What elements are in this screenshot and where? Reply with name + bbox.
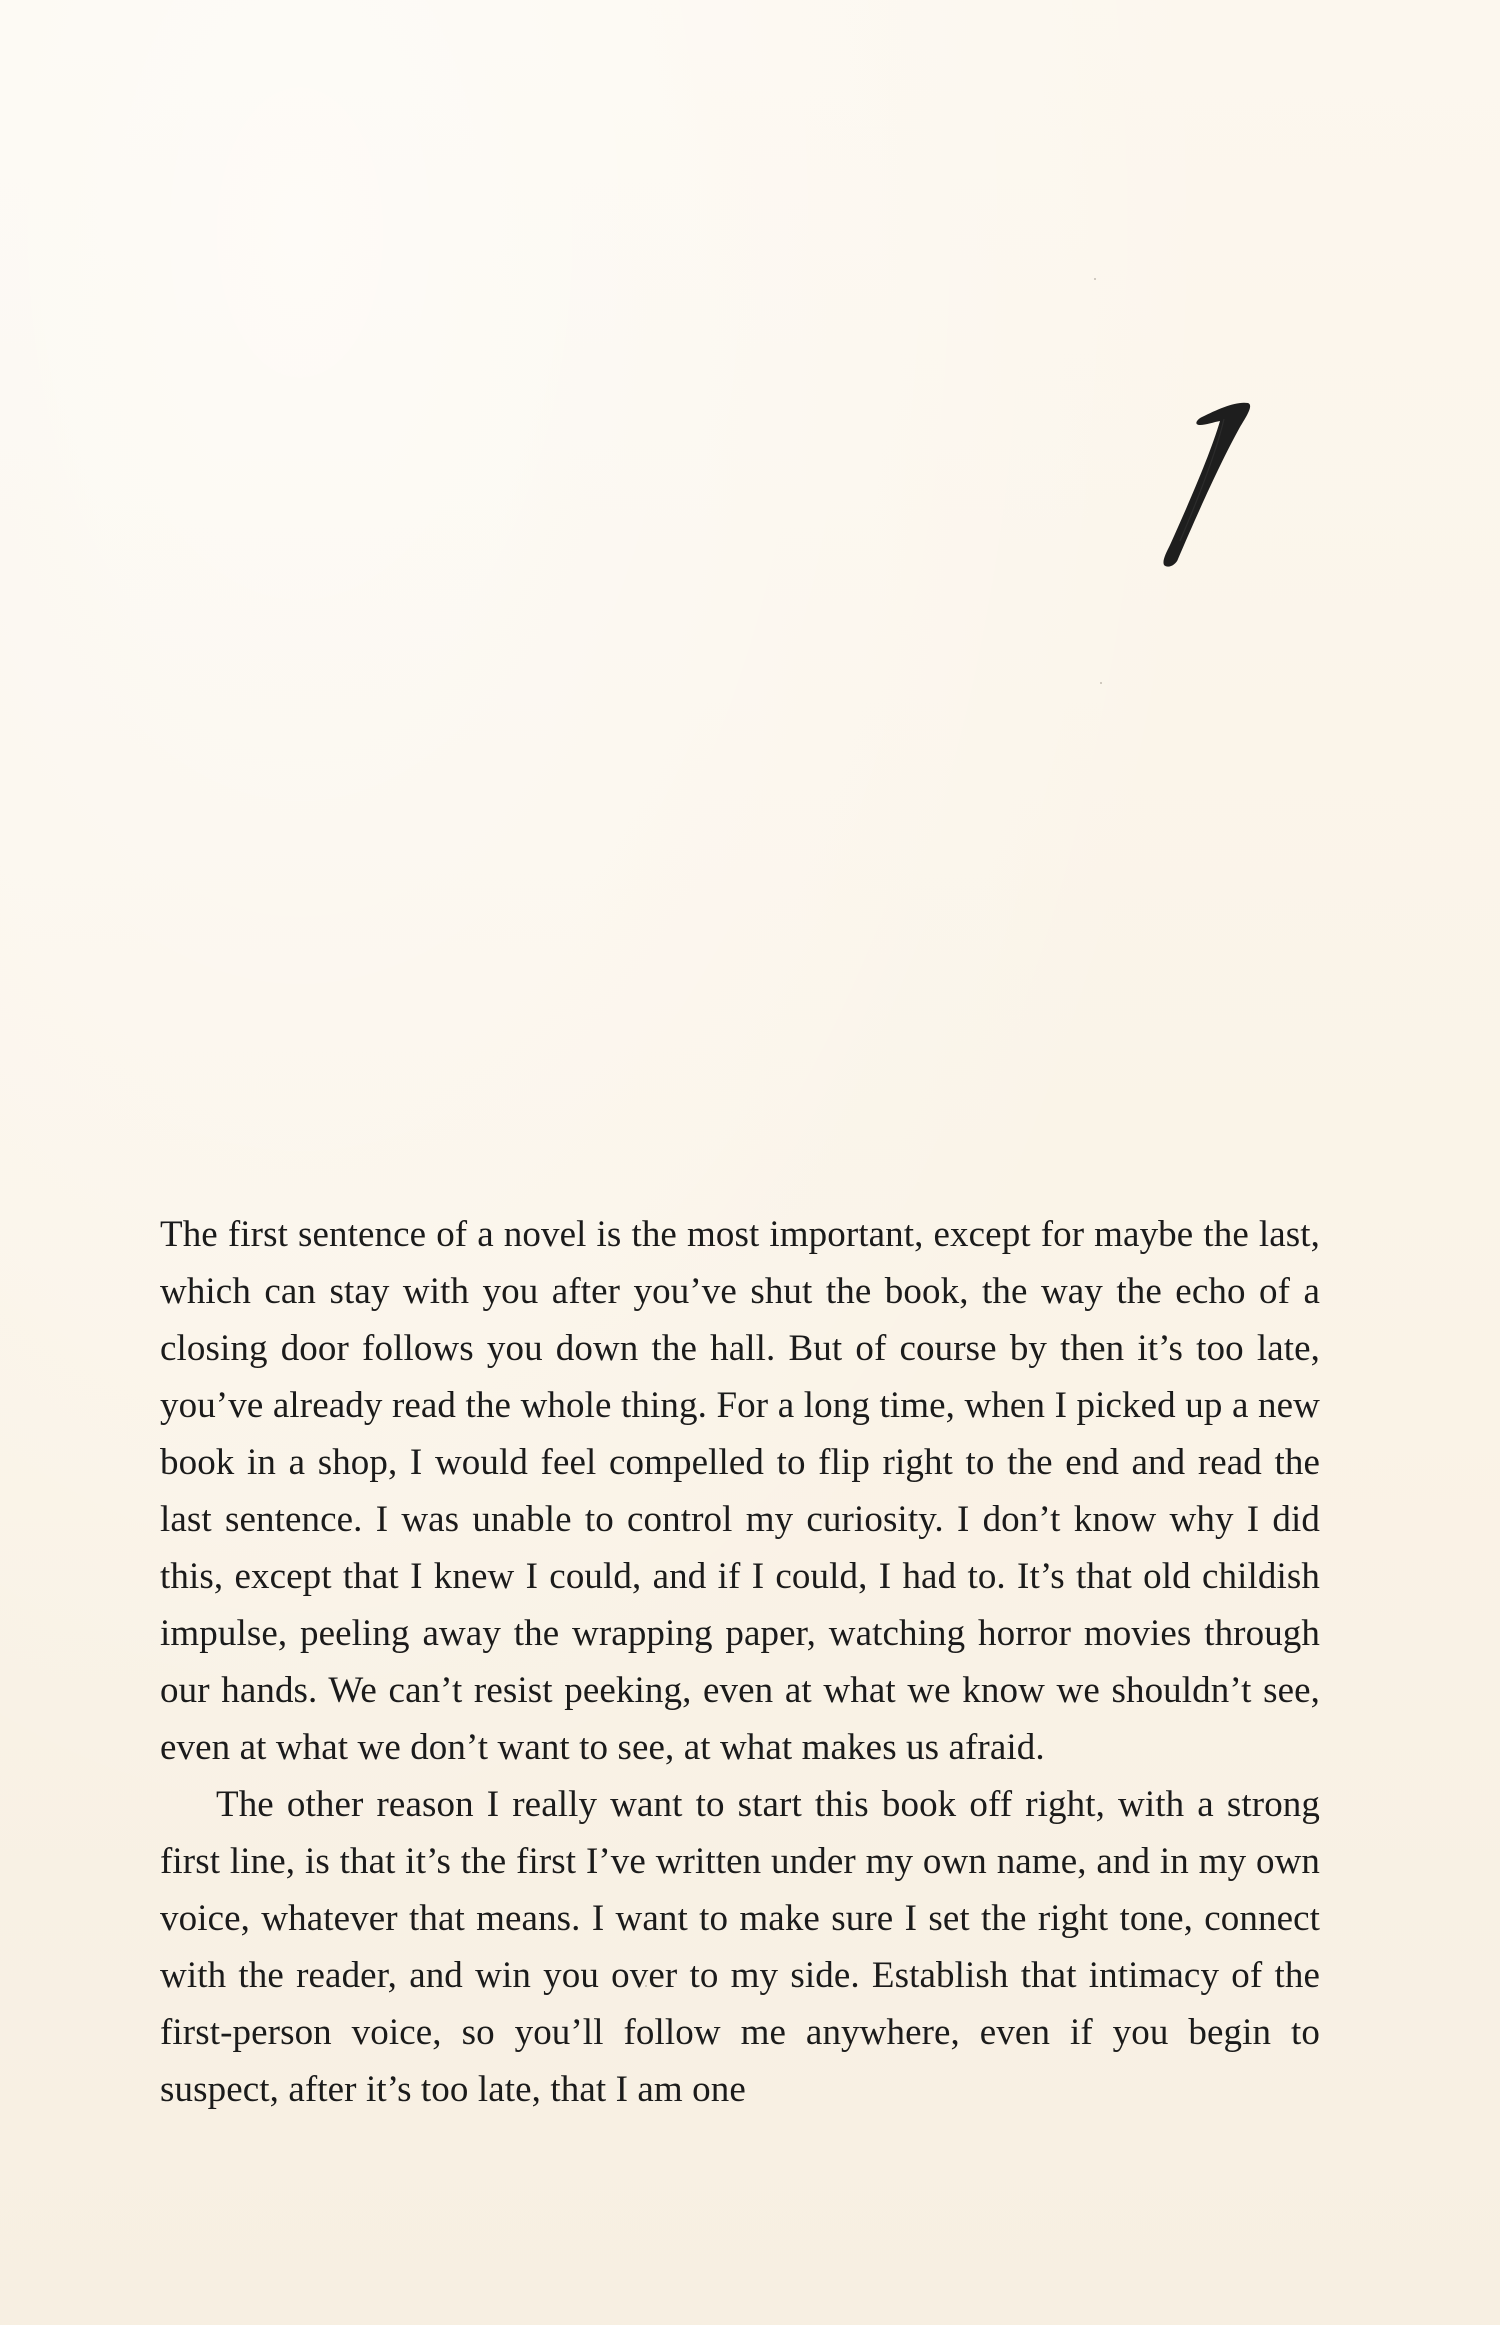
chapter-number <box>1140 395 1260 575</box>
paper-speck <box>1100 682 1102 684</box>
paragraph-2: The other reason I really want to start this book off right, with a strong first line, is that it’s the first I’ve written under my own name, and in my own voice, whatever that means. I want to make sure I set the right tone, connect with the reader, and win you over to my side. Establish that intimacy of the first-person voice, so you’ll follow me anywhere, even if you begin to suspect, after it’s too late, that I am one <box>160 1784 1320 2110</box>
paper-speck <box>1094 278 1096 280</box>
chapter-body-text <box>160 1206 1320 2118</box>
brush-numeral-one-icon <box>1140 395 1260 575</box>
paper-speck <box>645 1985 647 1987</box>
paragraph-1: The first sentence of a novel is the most important, except for maybe the last, which can stay with you after you’ve shut the book, the way the echo of a closing door follows you down the hall. But of course by then it’s too late, you’ve already read the whole thing. For a long time, when I picked up a new book in a shop, I would feel compelled to flip right to the end and read the last sentence. I was unable to control my curiosity. I don’t know why I did this, except that I knew I could, and if I could, I had to. It’s that old childish impulse, peeling away the wrapping paper, watching horror movies through our hands. We can’t resist peeking, even at what we know we shouldn’t see, even at what we don’t want to see, at what makes us afraid. <box>160 1214 1320 1768</box>
